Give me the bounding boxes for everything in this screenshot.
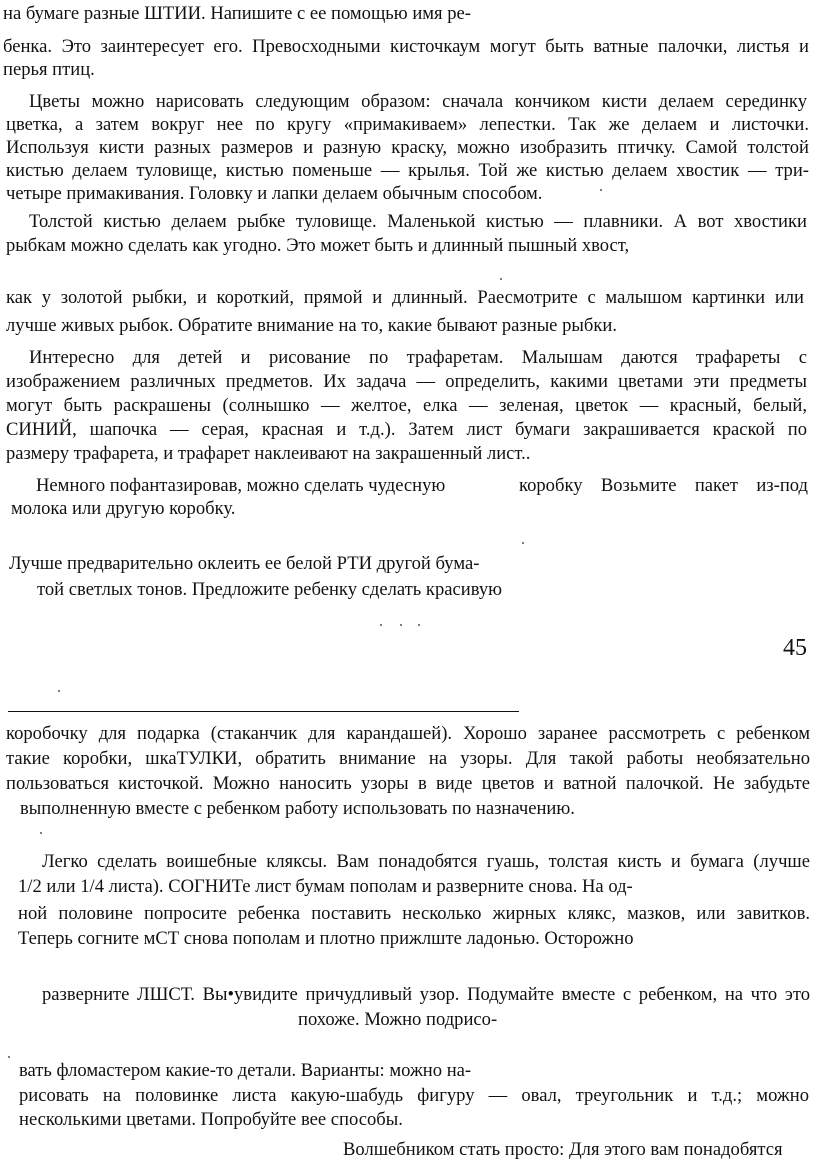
text-line: бенка. Это заинтересует его. Превосходными кисточкаум могут быть ватные палочки, листья и <box>3 36 809 57</box>
text-line: Толстой кистью делаем рыбке туловище. Маленькой кистью — плавники. А вот хвостики <box>29 211 807 232</box>
text-line: лучше живых рыбок. Обратите внимание на то, какие бывают разные рыбки. <box>6 315 617 336</box>
scan-speck <box>8 1056 10 1058</box>
page-divider <box>8 711 519 712</box>
text-line: Интересно для детей и рисование по трафаретам. Малышам даются трафареты с <box>29 347 807 368</box>
scan-speck <box>418 624 420 626</box>
text-line: такие коробки, шкаТУЛКИ, обратить внимание на узоры. Для такой работы необязательно <box>6 748 810 769</box>
text-line: СИНИЙ, шапочка — серая, красная и т.д.). Затем лист бумаги закрашивается краской по <box>6 419 807 440</box>
text-line: пользоваться кисточкой. Можно наносить узоры в виде цветов и ватной палочкой. Не забудьте <box>6 773 810 794</box>
text-line: разверните ЛШСТ. Вы•увидите причудливый узор. Подумайте вместе с ребенком, на что это <box>42 984 810 1005</box>
scan-speck <box>500 278 502 280</box>
text-line: размеру трафарета, и трафарет наклеивают на закрашенный лист.. <box>6 443 531 464</box>
text-line: вать фломастером какие-то детали. Варианты: можно на- <box>19 1060 472 1081</box>
text-line: могут быть раскрашены (солнышко — желтое, елка — зеленая, цветок — красный, белый, <box>6 395 807 416</box>
text-line: четыре примакивания. Головку и лапки делаем обычным способом. <box>6 183 543 204</box>
text-line: ной половине попросите ребенка поставить несколько жирных клякс, мазков, или завитков. <box>18 903 810 924</box>
text-line: рыбкам можно сделать как угодно. Это может быть и длинный пышный хвост, <box>6 235 630 256</box>
text-line: похоже. Можно подрисо- <box>298 1009 498 1030</box>
text-line: Используя кисти разных размеров и разную краску, можно изобразить птичку. Самой толстой <box>6 137 809 158</box>
text-line: 1/2 или 1/4 листа). СОГНИТе лист бумам пополам и разверните снова. На од- <box>18 876 633 897</box>
scan-speck <box>600 189 602 191</box>
text-line: перья птиц. <box>3 59 95 80</box>
scan-speck <box>522 542 524 544</box>
text-line: кистью делаем туловище, кистью поменьше — крылья. Той же кистью делаем хвостик — три- <box>6 160 809 181</box>
scan-speck <box>58 690 60 692</box>
text-line: Волшебником стать просто: Для этого вам понадобятся <box>343 1139 783 1160</box>
scan-speck <box>400 624 402 626</box>
text-line: цветка, а затем вокруг нее по кругу «примакиваем» лепестки. Так же делаем и листочки. <box>6 114 809 135</box>
text-line: коробку Возьмите пакет из-под <box>519 475 808 496</box>
text-line: молока или другую коробку. <box>11 498 236 519</box>
text-line: рисовать на половинке листа какую-шабудь фигуру — овал, треугольник и т.д.; можно <box>19 1085 809 1106</box>
text-line: несколькими цветами. Попробуйте вее способы. <box>19 1109 403 1130</box>
text-line: Теперь согните мСТ снова пополам и плотно прижлште ладонью. Осторожно <box>18 928 634 949</box>
text-line: Легко сделать воишебные кляксы. Вам понадобятся гуашь, толстая кисть и бумага (лучше <box>42 851 810 872</box>
page-number: 45 <box>783 635 807 661</box>
text-line: изображением различных предметов. Их задача — определить, какими цветами эти предметы <box>6 371 807 392</box>
text-line: Цветы можно нарисовать следующим образом: сначала кончиком кисти делаем серединку <box>29 91 807 112</box>
text-line: Лучше предварительно оклеить ее белой РТИ другой бума- <box>9 553 480 574</box>
text-line: коробочку для подарка (стаканчик для карандашей). Хорошо заранее рассмотреть с ребенком <box>6 723 810 744</box>
text-line: выполненную вместе с ребенком работу использовать по назначению. <box>20 798 575 819</box>
scan-speck <box>40 832 42 834</box>
text-line: на бумаге разные ШТИИ. Напишите с ее помощью имя ре- <box>3 3 471 24</box>
text-line: как у золотой рыбки, и короткий, прямой и длинный. Раесмотрите с малышом картинки или <box>6 287 804 308</box>
text-line: Немного пофантазировав, можно сделать чудесную <box>36 475 446 496</box>
text-line: той светлых тонов. Предложите ребенку сделать красивую <box>37 579 503 600</box>
scan-speck <box>380 624 382 626</box>
